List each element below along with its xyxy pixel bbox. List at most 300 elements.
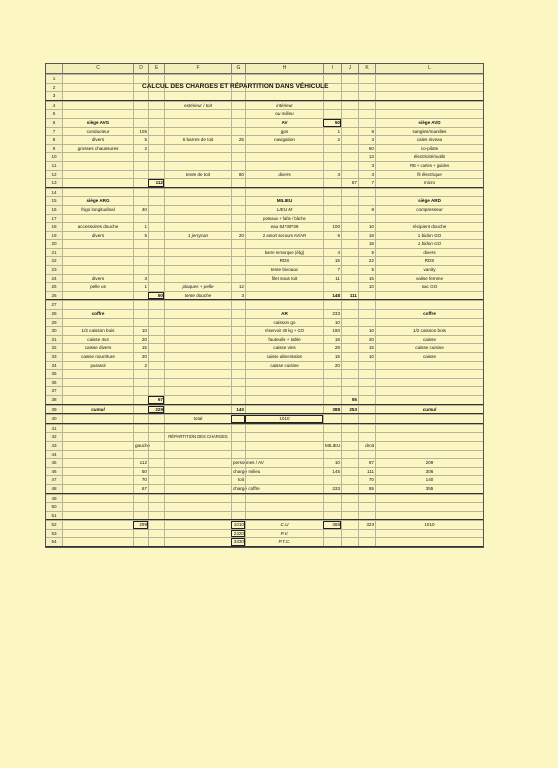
cell-k: 3	[358, 162, 375, 170]
cell-j	[341, 503, 358, 511]
cell-h	[245, 396, 323, 404]
sheet-row	[46, 414, 483, 424]
cell-l: RDS	[375, 257, 483, 265]
cell-l	[375, 387, 483, 395]
cell-e	[148, 425, 164, 433]
cell-g	[231, 215, 245, 223]
row-number: 34	[46, 362, 62, 370]
cell-h: ou milieu	[245, 110, 323, 118]
cell-g	[231, 162, 245, 170]
cell-g	[231, 433, 245, 441]
cell-i	[323, 189, 341, 197]
cell-c	[62, 153, 133, 161]
cell-h: fauteuils + table	[245, 336, 323, 344]
cell-i	[323, 396, 341, 404]
cell-j	[341, 153, 358, 161]
cell-h: P.V.	[245, 530, 323, 538]
column-header-h: H	[245, 64, 323, 73]
cell-c: siège ARG	[62, 197, 133, 205]
cell-l	[375, 530, 483, 538]
cell-c	[62, 503, 133, 511]
cell-h: caisse vins	[245, 344, 323, 352]
cell-j	[341, 379, 358, 387]
cell-i: 148	[323, 292, 341, 300]
sheet-row	[46, 152, 483, 161]
cell-j	[341, 102, 358, 110]
cell-i	[323, 153, 341, 161]
cell-c	[62, 171, 133, 179]
cell-g	[231, 240, 245, 248]
row-number: 46	[46, 468, 62, 476]
cell-h: C.U	[245, 521, 323, 529]
cell-l: micro	[375, 179, 483, 187]
cell-j	[341, 75, 358, 83]
cell-l: valise femme	[375, 275, 483, 283]
cell-c: caisse 4x4	[62, 336, 133, 344]
cell-h: caisson go	[245, 319, 323, 327]
cell-f	[164, 344, 231, 352]
cell-d	[133, 215, 148, 223]
sheet-row	[46, 256, 483, 265]
cell-i: MILIEU	[325, 442, 341, 448]
cell-j	[341, 197, 358, 205]
cell-i: 2	[323, 136, 341, 144]
cell-j	[341, 136, 358, 144]
row-number: 44	[46, 451, 62, 459]
cell-d: 5	[133, 232, 148, 240]
cell-k	[358, 396, 375, 404]
sheet-row	[46, 458, 483, 467]
cell-e	[148, 145, 164, 153]
cell-j	[341, 266, 358, 274]
cell-h: 2 amort secours AV/AR	[245, 232, 323, 240]
cell-g: 12	[231, 283, 245, 291]
cell-c: divers	[62, 275, 133, 283]
cell-k: 10	[358, 223, 375, 231]
cell-i: 50	[323, 119, 341, 127]
cell-f	[164, 110, 231, 118]
cell-l	[375, 433, 483, 441]
row-number: 27	[46, 301, 62, 309]
cell-e	[148, 362, 164, 370]
row-number: 22	[46, 257, 62, 265]
cell-l	[375, 370, 483, 378]
cell-l: caisse cuisine	[375, 344, 483, 352]
cell-g	[231, 387, 245, 395]
cell-j	[341, 92, 358, 100]
row-number: 15	[46, 197, 62, 205]
cell-l: 140	[375, 476, 483, 484]
cell-k	[358, 319, 375, 327]
cell-f	[164, 310, 231, 318]
cell-k: 3	[358, 136, 375, 144]
cell-e	[148, 476, 164, 484]
cell-k	[358, 387, 375, 395]
cell-j	[341, 353, 358, 361]
cell-h	[245, 292, 323, 300]
cell-d	[133, 396, 148, 404]
row-number: 41	[46, 425, 62, 433]
cell-j	[341, 301, 358, 309]
cell-h: caisse cuisine	[245, 362, 323, 370]
cell-j	[341, 275, 358, 283]
cell-j	[341, 530, 358, 538]
row-number: 54	[46, 538, 62, 546]
cell-f: 6 barres de toit	[164, 136, 231, 144]
cell-j	[341, 240, 358, 248]
cell-d	[133, 257, 148, 265]
cell-k	[358, 415, 375, 423]
cell-l: électricité/outils	[375, 153, 483, 161]
cell-d	[133, 197, 148, 205]
cell-l: caisse	[375, 353, 483, 361]
cell-j	[341, 189, 358, 197]
cell-l	[375, 189, 483, 197]
cell-d	[133, 387, 148, 395]
cell-l: 209	[375, 459, 483, 467]
cell-j	[341, 387, 358, 395]
cell-l	[375, 451, 483, 459]
sheet-row	[46, 484, 483, 494]
cell-h: poteaux + faîte / bâche	[245, 215, 323, 223]
row-number: 12	[46, 171, 62, 179]
cell-e	[148, 257, 164, 265]
cell-d	[133, 240, 148, 248]
cell-h	[245, 503, 323, 511]
cell-d	[133, 179, 148, 187]
row-number: 28	[46, 310, 62, 318]
row-number: 13	[46, 179, 62, 187]
cell-i: 233	[323, 310, 341, 318]
sheet-row	[46, 361, 483, 370]
cell-e	[148, 153, 164, 161]
cell-g	[231, 442, 245, 450]
cell-d: 112	[133, 459, 148, 467]
cell-h	[245, 153, 323, 161]
cell-d	[133, 75, 148, 83]
cell-h	[245, 433, 323, 441]
cell-k	[358, 406, 375, 414]
cell-l: 1/2 caisson bois	[375, 327, 483, 335]
cell-c	[62, 512, 133, 520]
row-number: 21	[46, 249, 62, 257]
cell-f	[164, 257, 231, 265]
cell-h	[245, 425, 323, 433]
row-number: 49	[46, 495, 62, 503]
cell-k: 22	[358, 257, 375, 265]
row-number: 5	[46, 110, 62, 118]
cell-c	[62, 433, 133, 441]
cell-k: 20	[358, 336, 375, 344]
row-number: 33	[46, 353, 62, 361]
cell-f	[164, 425, 231, 433]
sheet-row	[46, 101, 483, 110]
sheet-row	[46, 135, 483, 144]
cell-l	[375, 362, 483, 370]
cell-h	[245, 162, 323, 170]
cell-h	[245, 370, 323, 378]
cell-d	[133, 249, 148, 257]
cell-k	[358, 370, 375, 378]
cell-g	[231, 512, 245, 520]
cell-j	[341, 344, 358, 352]
cell-e	[148, 442, 164, 450]
cell-l: cumul	[375, 406, 483, 414]
cell-i: 1	[323, 128, 341, 136]
cell-e	[148, 468, 164, 476]
cell-e	[148, 301, 164, 309]
cell-j	[341, 119, 358, 127]
cell-j	[341, 215, 358, 223]
cell-k	[358, 451, 375, 459]
cell-h	[245, 476, 323, 484]
cell-i	[323, 425, 341, 433]
cell-c	[62, 530, 133, 538]
cell-h	[245, 179, 323, 187]
cell-j	[341, 459, 358, 467]
row-number: 20	[46, 240, 62, 248]
column-header-j: J	[341, 64, 358, 73]
cell-h	[245, 301, 323, 309]
cell-l: siège AVD	[375, 119, 483, 127]
cell-c	[62, 240, 133, 248]
sheet-row	[46, 502, 483, 511]
cell-c: caisse nourriture	[62, 353, 133, 361]
sheet-row	[46, 386, 483, 395]
cell-i	[323, 102, 341, 110]
sheet-row	[46, 74, 483, 83]
cell-c: conducteur	[62, 128, 133, 136]
cell-i: 10	[323, 459, 341, 467]
cell-g	[231, 145, 245, 153]
sheet-row	[46, 405, 483, 415]
cell-j	[341, 425, 358, 433]
cell-f	[164, 387, 231, 395]
cell-g	[231, 319, 245, 327]
cell-e: 50	[148, 292, 164, 300]
sheet-row	[46, 309, 483, 318]
row-number: 31	[46, 336, 62, 344]
cell-d	[133, 538, 148, 546]
cell-e	[148, 310, 164, 318]
row-number: 3	[46, 92, 62, 100]
cell-h: filet sous toit	[245, 275, 323, 283]
sheet-row	[46, 196, 483, 205]
cell-c	[62, 468, 133, 476]
sheet-row	[46, 188, 483, 197]
sheet-row	[46, 291, 483, 301]
cell-c	[62, 215, 133, 223]
cell-c	[62, 425, 133, 433]
cell-g	[231, 451, 245, 459]
cell-k: 50	[358, 145, 375, 153]
cell-g	[231, 310, 245, 318]
cell-g: 25	[231, 136, 245, 144]
cell-i	[323, 92, 341, 100]
cell-e	[148, 223, 164, 231]
cell-d	[133, 319, 148, 327]
column-header-d: D	[133, 64, 148, 73]
cell-f	[164, 379, 231, 387]
cell-k: 70	[358, 476, 375, 484]
cell-i	[323, 283, 341, 291]
cell-g: 140	[231, 406, 245, 414]
cell-i: 4	[323, 249, 341, 257]
cell-c	[62, 442, 133, 450]
cell-i	[323, 415, 341, 423]
cell-g	[231, 266, 245, 274]
cell-k	[358, 92, 375, 100]
cell-k: 18	[358, 240, 375, 248]
cell-c: pelle us	[62, 283, 133, 291]
cell-e	[148, 512, 164, 520]
cell-f	[164, 353, 231, 361]
sheet-row	[46, 144, 483, 153]
cell-h	[245, 145, 323, 153]
cell-e	[148, 336, 164, 344]
cell-e	[148, 433, 164, 441]
cell-g	[231, 327, 245, 335]
cell-f	[164, 521, 231, 529]
cell-f	[164, 495, 231, 503]
cell-f	[164, 451, 231, 459]
cell-k	[358, 301, 375, 309]
sheet-row	[46, 432, 483, 441]
cell-g	[231, 92, 245, 100]
cell-e	[148, 275, 164, 283]
sheet-row	[46, 205, 483, 214]
cell-f: tente douche	[164, 292, 231, 300]
sheet-row	[46, 170, 483, 179]
cell-d	[133, 102, 148, 110]
cell-c	[62, 292, 133, 300]
cell-e	[148, 538, 164, 546]
cell-f	[164, 396, 231, 404]
cell-f	[164, 406, 231, 414]
cell-h: LIEU M	[245, 206, 323, 214]
cell-l: fil électrique	[375, 171, 483, 179]
sheet-row	[46, 318, 483, 327]
cell-g: charge coffre	[233, 485, 260, 491]
cell-i	[323, 240, 341, 248]
cell-d: gauche	[135, 442, 151, 448]
spreadsheet	[45, 63, 484, 548]
cell-l	[375, 415, 483, 423]
cell-f	[164, 362, 231, 370]
cell-d: 40	[133, 206, 148, 214]
sheet-row	[46, 467, 483, 476]
cell-e: 229	[148, 406, 164, 414]
cell-g: charge milieu	[233, 468, 261, 474]
cell-i	[323, 530, 341, 538]
cell-f	[164, 370, 231, 378]
cell-k	[358, 495, 375, 503]
cell-k	[358, 379, 375, 387]
cell-f	[164, 197, 231, 205]
sheet-row	[46, 450, 483, 459]
cell-g	[231, 102, 245, 110]
cell-e	[148, 266, 164, 274]
cell-j	[341, 257, 358, 265]
row-number: 24	[46, 275, 62, 283]
cell-h	[245, 379, 323, 387]
cell-i: 11	[323, 275, 341, 283]
cell-f	[164, 153, 231, 161]
cell-c: grosses chaussures	[62, 145, 133, 153]
cell-j	[341, 468, 358, 476]
sheet-row	[46, 424, 483, 433]
cell-f: extérieur / toit	[164, 102, 231, 110]
cell-d	[133, 292, 148, 300]
cell-e	[148, 189, 164, 197]
cell-i: 233	[323, 485, 341, 493]
sheet-row	[46, 352, 483, 361]
cell-k	[358, 189, 375, 197]
cell-i	[323, 538, 341, 546]
cell-c: cumul	[62, 406, 133, 414]
cell-f	[164, 538, 231, 546]
cell-g: personnes / AV	[233, 460, 264, 466]
cell-k: 55	[358, 485, 375, 493]
row-number: 37	[46, 387, 62, 395]
cell-e	[148, 162, 164, 170]
cell-d	[133, 415, 148, 423]
cell-i	[323, 476, 341, 484]
cell-e	[148, 379, 164, 387]
sheet-row	[46, 127, 483, 136]
cell-f	[164, 223, 231, 231]
cell-k	[358, 215, 375, 223]
cell-e	[148, 102, 164, 110]
cell-h: RDS	[245, 257, 323, 265]
cell-l: siège ARD	[375, 197, 483, 205]
cell-f	[164, 459, 231, 467]
cell-g	[231, 495, 245, 503]
cell-g: 3	[231, 292, 245, 300]
cell-j	[341, 451, 358, 459]
cell-i	[323, 370, 341, 378]
cell-j	[341, 370, 358, 378]
cell-g: 2320	[231, 530, 245, 538]
cell-c: parasol	[62, 362, 133, 370]
cell-h: AR	[245, 310, 323, 318]
cell-e	[148, 283, 164, 291]
cell-e	[148, 319, 164, 327]
sheet-row	[46, 109, 483, 118]
cell-c	[62, 266, 133, 274]
cell-c	[62, 459, 133, 467]
row-number: 40	[46, 415, 62, 423]
cell-c	[62, 301, 133, 309]
cell-c	[62, 319, 133, 327]
cell-e	[148, 249, 164, 257]
cell-h	[245, 75, 323, 83]
cell-e	[148, 171, 164, 179]
cell-e	[148, 503, 164, 511]
cell-c	[62, 75, 133, 83]
cell-f	[164, 336, 231, 344]
cell-g	[231, 75, 245, 83]
cell-g	[231, 415, 245, 423]
cell-h: caisse alimentation	[245, 353, 323, 361]
cell-j	[341, 336, 358, 344]
cell-j	[341, 319, 358, 327]
cell-i: 15	[323, 353, 341, 361]
cell-c	[62, 162, 133, 170]
row-number: 29	[46, 319, 62, 327]
cell-c	[62, 485, 133, 493]
cell-j: 55	[341, 396, 358, 404]
